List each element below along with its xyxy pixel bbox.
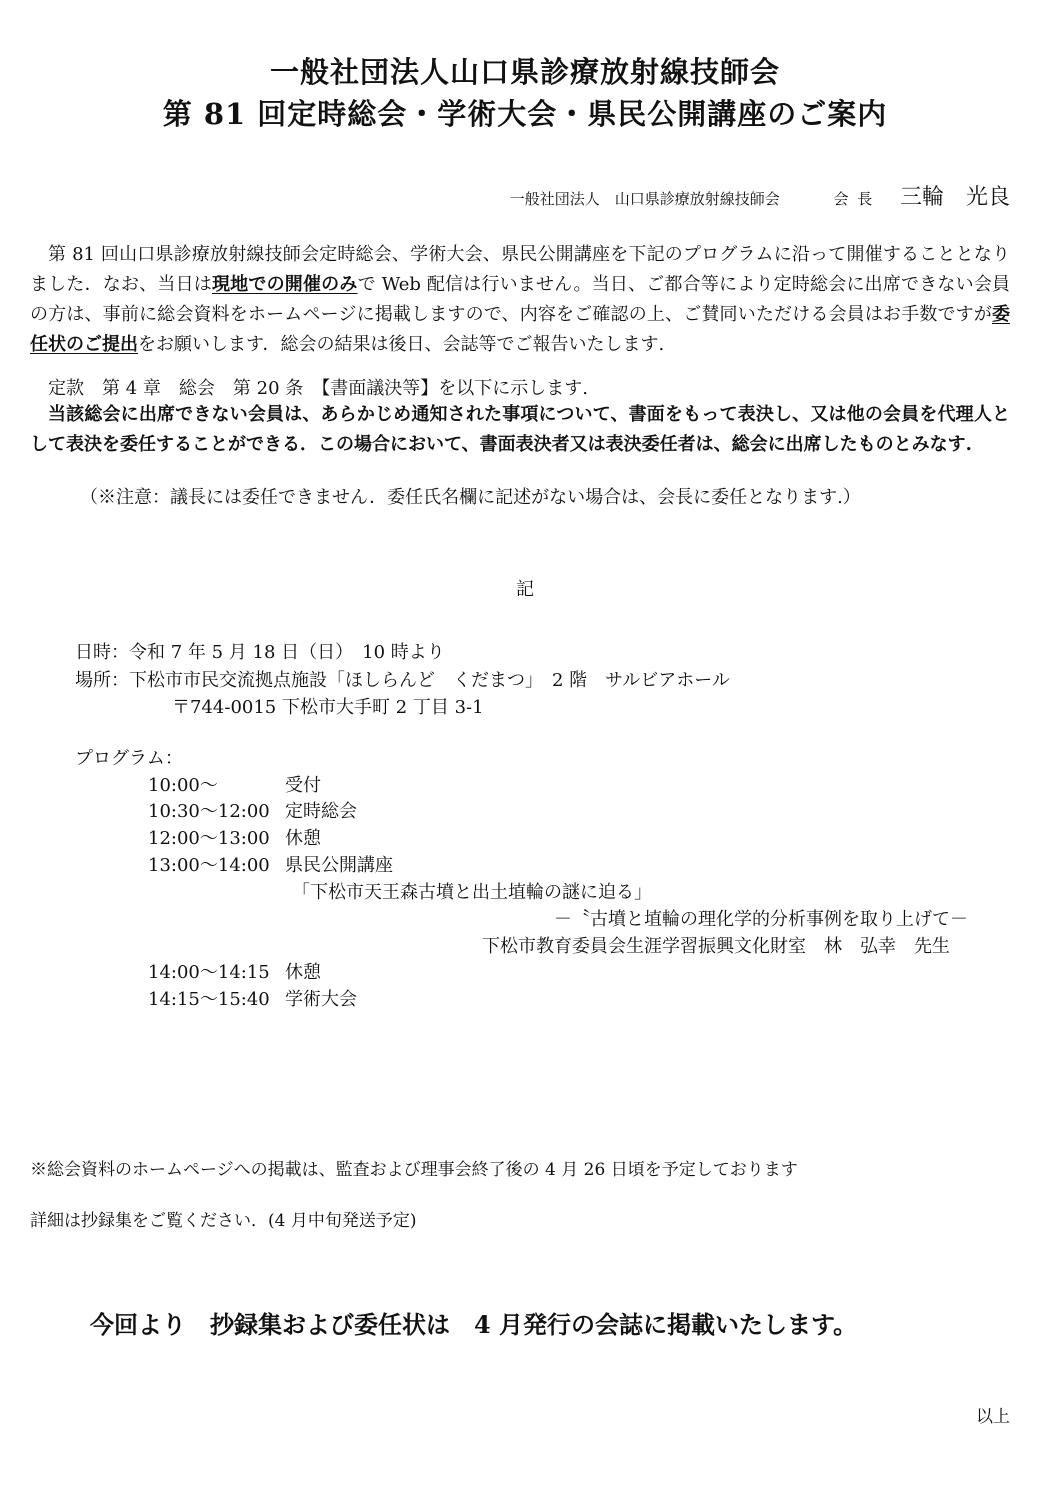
program-time: 14:15～15:40 — [148, 989, 270, 1010]
intro-text-c: をお願いします．総会の結果は後日、会誌等でご報告いたします. — [138, 334, 665, 355]
program-item: 定時総会 — [285, 801, 357, 822]
sender-role: 会 長 — [833, 190, 875, 208]
program-item: 県民公開講座 — [285, 855, 393, 876]
lecture-subtitle: －〝古墳と埴輪の理化学的分析事例を取り上げて－ — [554, 909, 968, 930]
program-item: 休憩 — [285, 962, 321, 983]
closing-mark: 以上 — [976, 1407, 1010, 1427]
document-title-line1: 一般社団法人山口県診療放射線技師会 — [269, 55, 780, 89]
program-label: プログラム： — [75, 748, 183, 769]
event-datetime: 日時：令和 7 年 5 月 18 日（日） 10 時より — [75, 642, 445, 663]
program-time: 14:00～14:15 — [148, 962, 270, 983]
program-time: 10:30～12:00 — [148, 801, 270, 822]
footer-note-abstracts: 詳細は抄録集をご覧ください．(4 月中旬発送予定) — [30, 1211, 417, 1231]
program-item: 休憩 — [285, 828, 321, 849]
program-time: 13:00～14:00 — [148, 855, 270, 876]
program-item: 学術大会 — [285, 989, 357, 1010]
sender-org: 一般社団法人 山口県診療放射線技師会 — [509, 190, 780, 208]
event-address: 〒744-0015 下松市大手町 2 丁目 3-1 — [172, 697, 484, 718]
event-place: 場所：下松市市民交流拠点施設「ほしらんど くだまつ」 2 階 サルビアホール — [75, 670, 730, 691]
footer-announcement: 今回より 抄録集および委任状は 4 月発行の会誌に掲載いたします。 — [90, 1310, 858, 1339]
intro-highlight-onsite: 現地での開催のみ — [211, 274, 358, 295]
articles-reference: 定款 第 4 章 総会 第 20 条 【書面議決等】を以下に示します. — [48, 378, 588, 399]
program-time: 12:00～13:00 — [148, 828, 270, 849]
footer-note-homepage: ※総会資料のホームページへの掲載は、監査および理事会終了後の 4 月 26 日頃を予定しております — [30, 1160, 798, 1180]
document-title-line2: 第 81 回定時総会・学術大会・県民公開講座のご案内 — [162, 97, 888, 131]
intro-text-b: で Web 配信は行いません。当日、ご都合等により定時総会に出席できない会員の方は、事前に総会資料をホームページに掲載しますので、内容をご確認の上、ご賛同いただける会員はお手数ですが — [30, 274, 1011, 325]
program-item: 受付 — [285, 775, 321, 796]
lecture-title: 「下松市天王森古墳と出土埴輪の謎に迫る」 — [292, 882, 652, 903]
sender-president: 三輪 光良 — [899, 185, 1010, 210]
intro-highlight-proxy: 委任状のご提出 — [30, 304, 1010, 355]
program-time: 10:00～ — [148, 775, 218, 796]
articles-note: （※注意：議長には委任できません．委任氏名欄に記述がない場合は、会長に委任となります.） — [80, 487, 861, 508]
intro-paragraph — [30, 240, 1010, 360]
sender-block — [510, 180, 1010, 211]
articles-rule: 当該総会に出席できない会員は、あらかじめ通知された事項について、書面をもって表決し、又は他の会員を代理人として表決を委任することができる．この場合において、書面表決者又は表決委任者は、総会に出席したものとみなす. — [30, 404, 1010, 455]
lecture-speaker: 下松市教育委員会生涯学習振興文化財室 林 弘幸 先生 — [482, 936, 950, 957]
intro-text-a: 第 81 回山口県診療放射線技師会定時総会、学術大会、県民公開講座を下記のプログラムに沿って開催することとなりました．なお、当日は — [30, 244, 1010, 295]
ki-heading: 記 — [516, 579, 534, 600]
